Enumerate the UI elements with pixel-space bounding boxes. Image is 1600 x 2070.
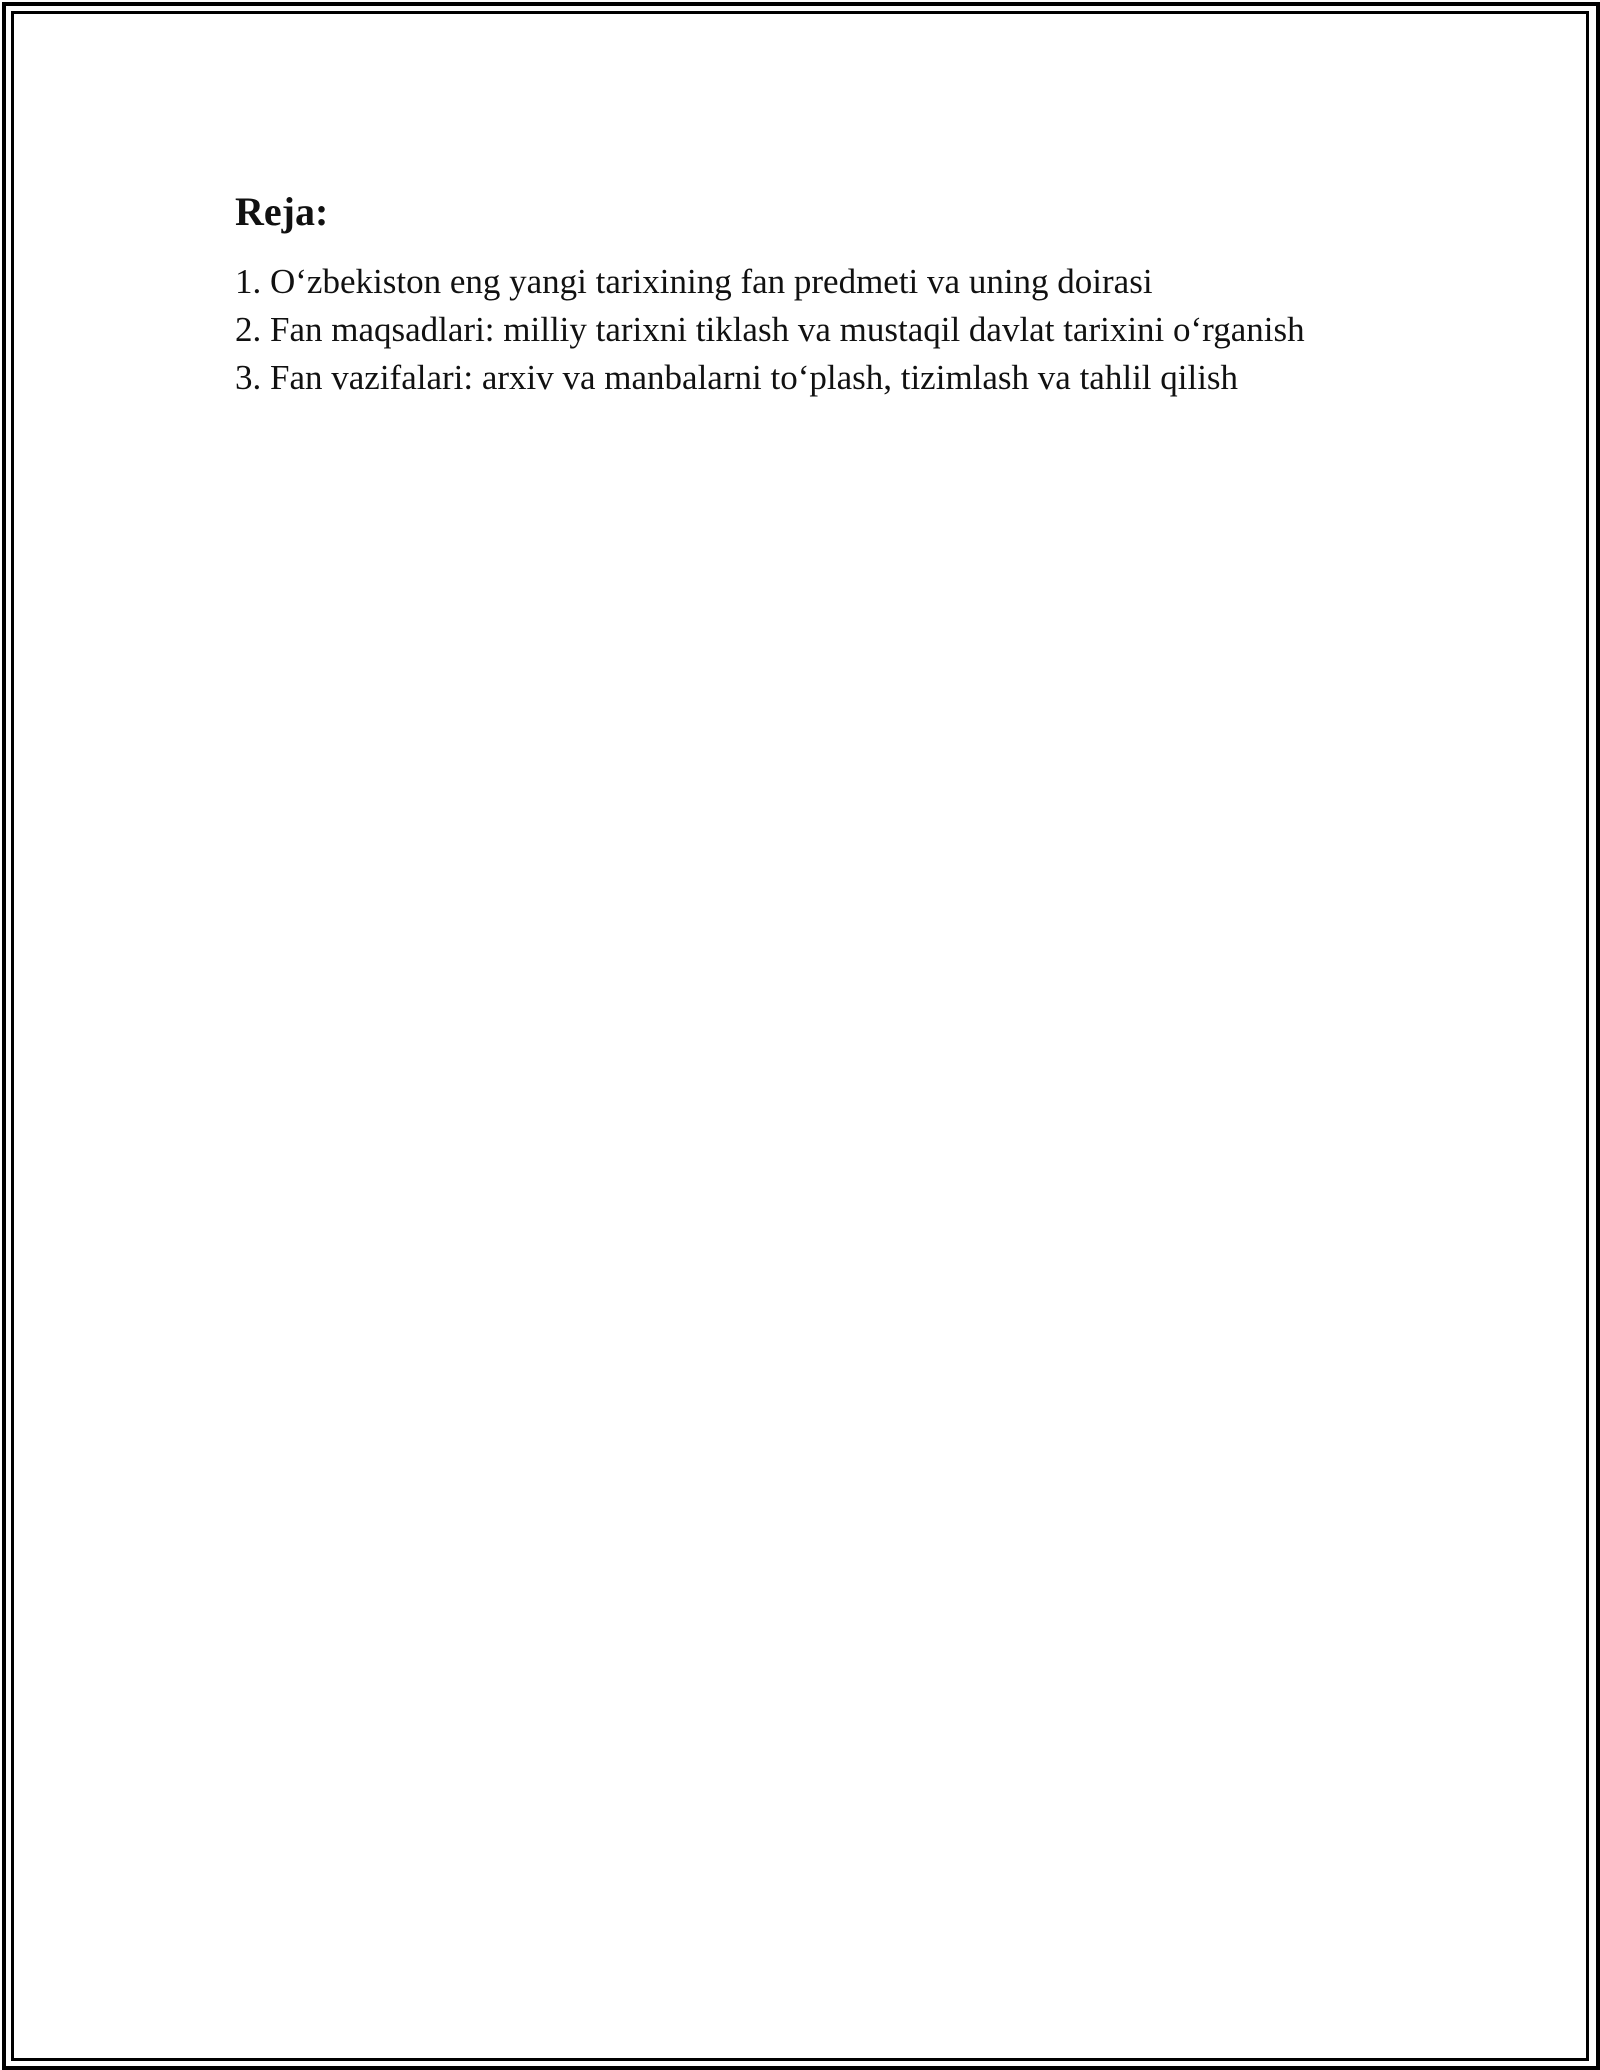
plan-heading: Reja: xyxy=(235,189,329,234)
plan-item-1: 1. O‘zbekiston eng yangi tarixining fan predmeti va uning doirasi xyxy=(235,262,1153,301)
plan-list xyxy=(235,258,1415,402)
document-content xyxy=(235,186,1415,402)
plan-item-2: 2. Fan maqsadlari: milliy tarixni tiklash va mustaqil davlat tarixini o‘rganish xyxy=(235,310,1305,349)
plan-item-3: 3. Fan vazifalari: arxiv va manbalarni to‘plash, tizimlash va tahlil qilish xyxy=(235,358,1239,397)
